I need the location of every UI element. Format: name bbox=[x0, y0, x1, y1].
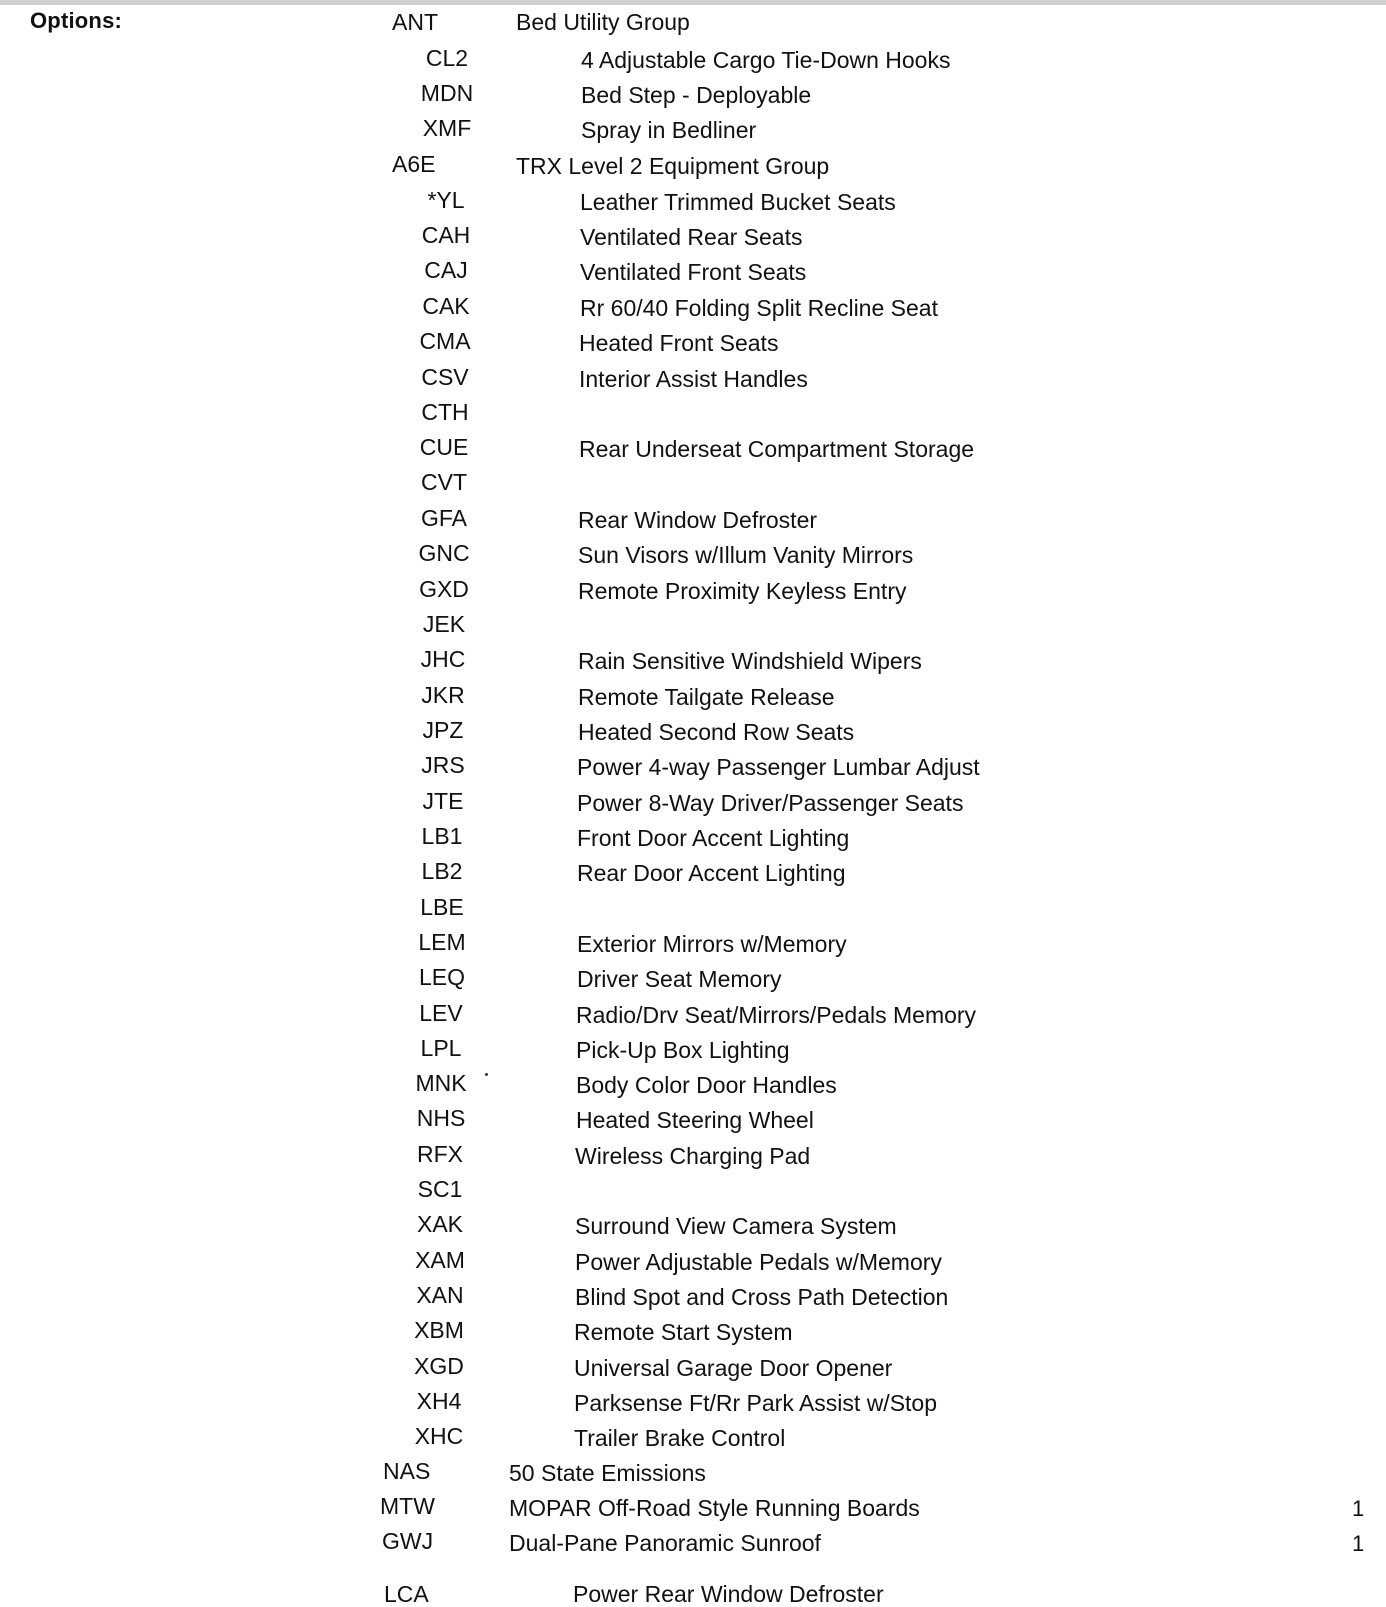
group-desc: Power Rear Window Defroster bbox=[573, 1581, 884, 1607]
option-code: MNK bbox=[415, 1070, 467, 1096]
option-code: XGD bbox=[414, 1353, 464, 1379]
option-code: XAN bbox=[416, 1282, 464, 1308]
option-desc: Heated Steering Wheel bbox=[576, 1107, 814, 1133]
option-code: LBE bbox=[420, 894, 464, 920]
option-desc: Driver Seat Memory bbox=[577, 966, 782, 992]
option-code: NHS bbox=[416, 1105, 466, 1131]
option-desc: Power 4-way Passenger Lumbar Adjust bbox=[577, 754, 980, 780]
margin-mark: 1 bbox=[1352, 1531, 1365, 1556]
group-desc: Bed Utility Group bbox=[516, 9, 690, 35]
option-code: CSV bbox=[421, 364, 469, 390]
option-code: *YL bbox=[427, 187, 465, 213]
group-code: LCA bbox=[384, 1581, 429, 1607]
option-code: XBM bbox=[414, 1317, 464, 1343]
option-desc: Rr 60/40 Folding Split Recline Seat bbox=[580, 295, 938, 321]
option-desc: Sun Visors w/Illum Vanity Mirrors bbox=[578, 542, 914, 568]
option-desc: Parksense Ft/Rr Park Assist w/Stop bbox=[574, 1390, 938, 1416]
option-desc: Radio/Drv Seat/Mirrors/Pedals Memory bbox=[576, 1002, 977, 1028]
option-code: JRS bbox=[421, 752, 465, 778]
option-desc: Remote Tailgate Release bbox=[578, 684, 835, 710]
option-code: CL2 bbox=[425, 45, 469, 71]
option-code: LEM bbox=[418, 929, 466, 955]
top-rule bbox=[0, 0, 1386, 5]
option-code: SC1 bbox=[417, 1176, 463, 1202]
option-code: CAH bbox=[421, 222, 471, 248]
option-code: XHC bbox=[414, 1423, 464, 1449]
option-code: JTE bbox=[422, 788, 464, 814]
option-code: CUE bbox=[419, 434, 469, 460]
option-code: RFX bbox=[417, 1141, 463, 1167]
group-code: GWJ bbox=[382, 1528, 434, 1554]
option-desc: Universal Garage Door Opener bbox=[574, 1355, 893, 1381]
scan-speck bbox=[485, 1073, 488, 1076]
option-code: JEK bbox=[422, 611, 466, 637]
option-code: LEQ bbox=[418, 964, 466, 990]
option-desc: Exterior Mirrors w/Memory bbox=[577, 931, 847, 957]
option-code: XMF bbox=[422, 115, 472, 141]
option-code: CAJ bbox=[424, 257, 468, 283]
option-desc: Surround View Camera System bbox=[575, 1213, 897, 1239]
group-desc: TRX Level 2 Equipment Group bbox=[516, 153, 830, 179]
option-desc: Heated Second Row Seats bbox=[578, 719, 855, 745]
option-code: GXD bbox=[419, 576, 469, 602]
group-code: NAS bbox=[383, 1458, 431, 1484]
group-code: ANT bbox=[392, 9, 438, 35]
group-desc: 50 State Emissions bbox=[509, 1460, 706, 1486]
option-desc: Body Color Door Handles bbox=[576, 1072, 837, 1098]
option-desc: 4 Adjustable Cargo Tie-Down Hooks bbox=[581, 47, 951, 73]
option-code: LB1 bbox=[421, 823, 463, 849]
option-desc: Rain Sensitive Windshield Wipers bbox=[578, 648, 922, 674]
group-desc: MOPAR Off-Road Style Running Boards bbox=[509, 1495, 920, 1521]
option-code: LEV bbox=[419, 1000, 463, 1026]
option-desc: Blind Spot and Cross Path Detection bbox=[575, 1284, 949, 1310]
option-code: LB2 bbox=[421, 858, 463, 884]
option-code: CAK bbox=[422, 293, 470, 319]
option-code: CVT bbox=[421, 469, 467, 495]
option-code: GFA bbox=[420, 505, 467, 531]
option-desc: Power Adjustable Pedals w/Memory bbox=[575, 1249, 942, 1275]
option-code: CMA bbox=[419, 328, 471, 354]
option-code: JHC bbox=[420, 646, 466, 672]
option-desc: Ventilated Front Seats bbox=[580, 259, 807, 285]
option-desc: Ventilated Rear Seats bbox=[580, 224, 803, 250]
option-desc: Wireless Charging Pad bbox=[575, 1143, 811, 1169]
option-desc: Rear Door Accent Lighting bbox=[577, 860, 846, 886]
option-code: JKR bbox=[421, 682, 465, 708]
option-code: XH4 bbox=[416, 1388, 462, 1414]
option-desc: Remote Proximity Keyless Entry bbox=[578, 578, 907, 604]
group-desc: Dual-Pane Panoramic Sunroof bbox=[509, 1530, 821, 1556]
option-desc: Interior Assist Handles bbox=[579, 366, 808, 392]
margin-mark: 1 bbox=[1352, 1496, 1365, 1521]
option-desc: Trailer Brake Control bbox=[574, 1425, 786, 1451]
option-desc: Rear Window Defroster bbox=[578, 507, 818, 533]
option-desc: Power 8-Way Driver/Passenger Seats bbox=[577, 790, 964, 816]
option-code: LPL bbox=[420, 1035, 462, 1061]
option-desc: Heated Front Seats bbox=[579, 330, 779, 356]
option-desc: Pick-Up Box Lighting bbox=[576, 1037, 790, 1063]
option-desc: Front Door Accent Lighting bbox=[577, 825, 850, 851]
options-label: Options: bbox=[30, 8, 123, 33]
option-code: JPZ bbox=[422, 717, 464, 743]
option-code: GNC bbox=[418, 540, 470, 566]
option-code: MDN bbox=[420, 80, 474, 106]
group-code: A6E bbox=[392, 151, 436, 177]
option-desc: Leather Trimmed Bucket Seats bbox=[580, 189, 896, 215]
option-code: XAM bbox=[415, 1247, 465, 1273]
option-desc: Spray in Bedliner bbox=[581, 117, 757, 143]
option-desc: Bed Step - Deployable bbox=[581, 82, 812, 108]
option-desc: Rear Underseat Compartment Storage bbox=[579, 436, 975, 462]
option-code: CTH bbox=[421, 399, 469, 425]
option-desc: Remote Start System bbox=[574, 1319, 793, 1345]
group-code: MTW bbox=[380, 1493, 435, 1519]
option-code: XAK bbox=[416, 1211, 464, 1237]
